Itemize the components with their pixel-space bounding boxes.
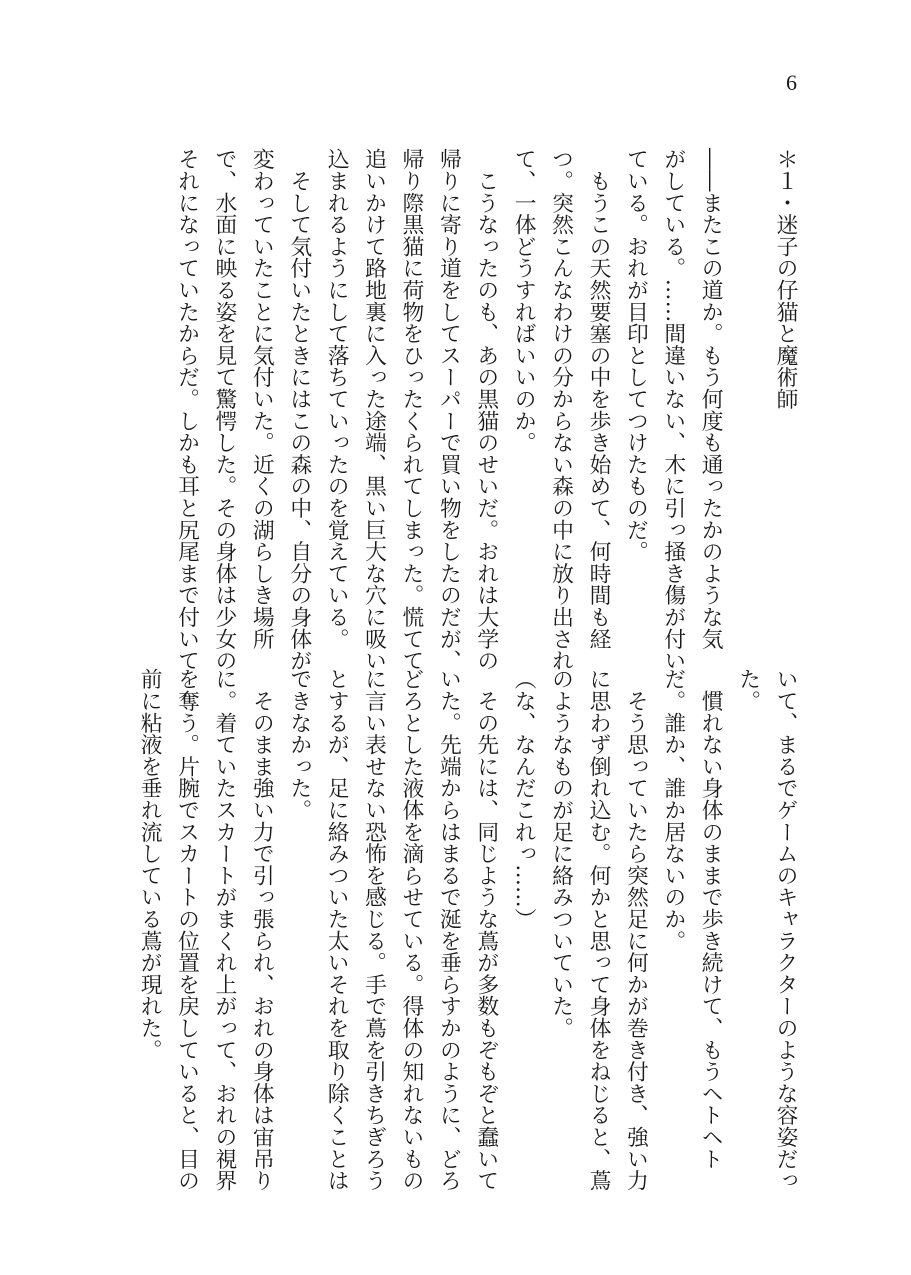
text-line: どろとした液体を滴らせている。得体の知れないもの	[398, 668, 424, 1192]
text-block-bottom	[131, 668, 804, 1192]
text-line: もうこの天然要塞の中を歩き始めて、何時間も経	[585, 148, 611, 650]
text-line: いて、まるでゲームのキャラクターのような容姿だっ	[773, 668, 798, 1192]
text-line: とするが、足に絡みついた太いそれを取り除くことは	[324, 668, 350, 1192]
text-line: そのまま強い力で引っ張られ、おれの身体は宙吊り	[249, 668, 275, 1192]
text-line: つ。突然こんなわけの分からない森の中に放り出され	[548, 148, 574, 672]
blank-line	[729, 148, 766, 663]
text-line: て、一体どうすればいいのか。	[511, 148, 537, 454]
page-number: 6	[786, 70, 797, 95]
text-line: に思わず倒れ込む。何かと思って身体をねじると、蔦	[585, 668, 611, 1192]
text-line: 帰り際黒猫に荷物をひったくられてしまった。慌てて	[398, 148, 424, 672]
text-block-top	[168, 148, 804, 672]
text-line: そして気付いたときにはこの森の中、自分の身体が	[286, 148, 312, 672]
text-line: に言い表せない恐怖を感じる。手で蔦を引きちぎろう	[361, 668, 387, 1192]
text-line: その先には、同じような蔦が多数もぞもぞと蠢いて	[473, 668, 499, 1192]
text-line: ている。おれが目印としてつけたものだ。	[623, 148, 649, 563]
text-line: いた。先端からはまるで涎を垂らすかのように、どろ	[436, 668, 462, 1192]
text-line: で、水面に映る姿を見て驚愕した。その身体は少女の	[211, 148, 237, 672]
text-line: それになっていたからだ。しかも耳と尻尾まで付いて	[174, 148, 200, 672]
text-line: がしている。……間違いない、木に引っ掻き傷が付い	[660, 148, 686, 672]
text-line: そう思っていたら突然足に何かが巻き付き、強い力	[623, 668, 649, 1192]
text-line: 前に粘液を垂れ流している蔦が現れた。	[137, 668, 163, 1061]
text-line: （な、なんだこれっ……）	[511, 668, 537, 930]
chapter-title: ＊１・迷子の仔猫と魔術師	[773, 148, 798, 410]
text-line: 変わっていたことに気付いた。近くの湖らしき場所	[249, 148, 275, 650]
text-line: のようなものが足に絡みついていた。	[548, 668, 574, 1039]
text-line: た。	[735, 668, 761, 712]
text-line: だ。誰か、誰か居ないのか。	[660, 668, 686, 952]
text-line: 追いかけて路地裏に入った途端、黒い巨大な穴に吸い	[361, 148, 387, 672]
text-line: 慣れない身体のままで歩き続けて、もうヘトヘト	[698, 668, 724, 1170]
text-line: 込まれるようにして落ちていったのを覚えている。	[324, 148, 350, 650]
text-line: を奪う。片腕でスカートの位置を戻していると、目の	[174, 668, 200, 1192]
text-line: ――またこの道か。もう何度も通ったかのような気	[698, 148, 724, 650]
text-line: に。着ていたスカートがまくれ上がって、おれの視界	[211, 668, 237, 1192]
text-line: こうなったのも、あの黒猫のせいだ。おれは大学の	[473, 148, 499, 672]
text-line: できなかった。	[286, 668, 312, 821]
text-line: 帰りに寄り道をしてスーパーで買い物をしたのだが、	[436, 148, 462, 672]
